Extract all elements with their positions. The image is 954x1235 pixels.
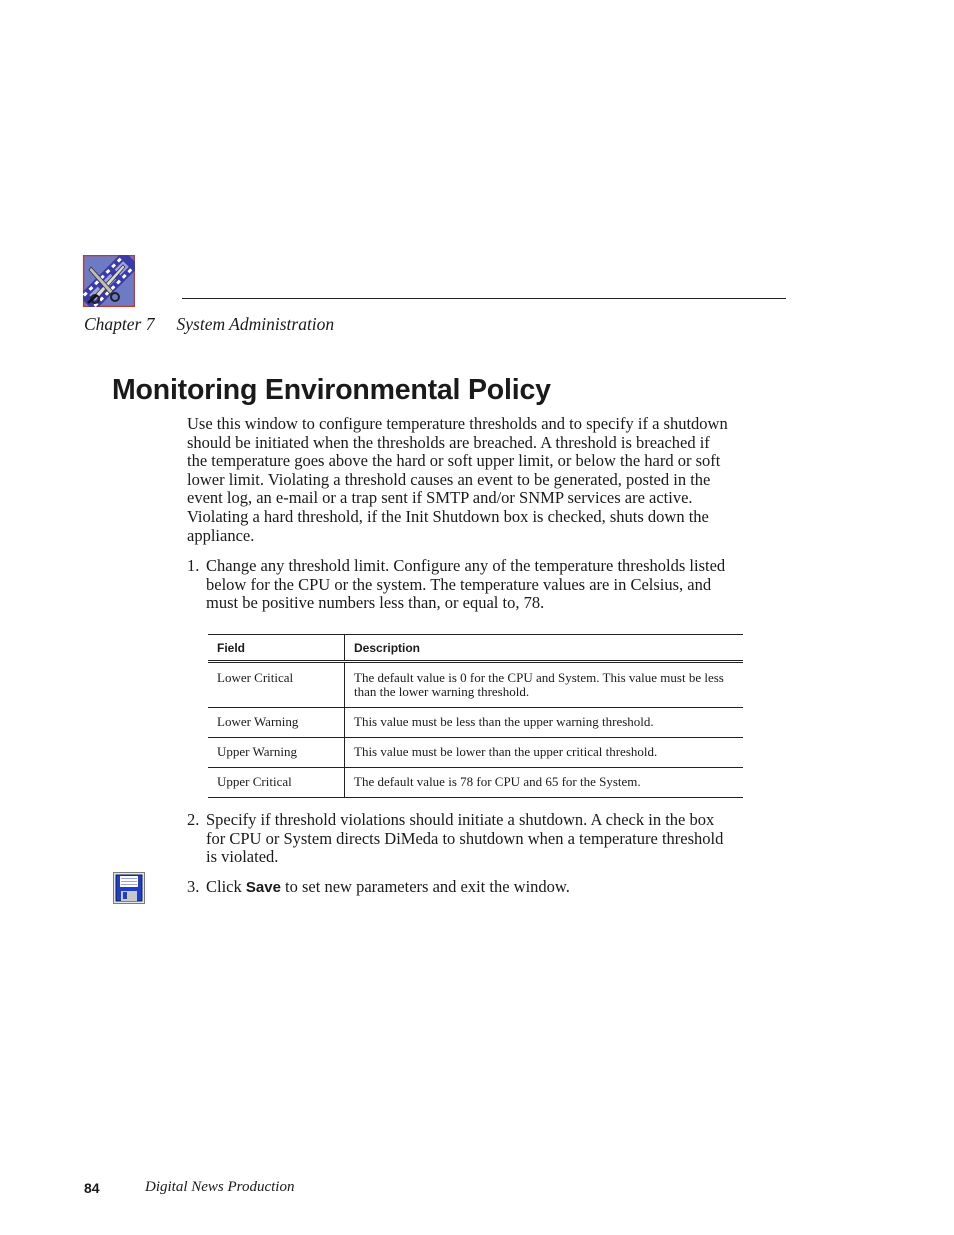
step-text-prefix: Click — [206, 877, 246, 896]
footer-publication-title: Digital News Production — [145, 1179, 295, 1195]
page-number: 84 — [84, 1180, 100, 1196]
intro-paragraph: Use this window to configure temperature thresholds and to specify if a shutdown should be initiated when the thresholds are breached. A threshold is breached if the temperature goes above the hard or soft upper limit, or below the hard or soft lower limit. Violating a threshold causes an event to be generated, posted in the event log, an e-mail or a trap sent if SMTP and/or SNMP services are active. Violating a hard threshold, if the Init Shutdown box is checked, shuts down the appliance. — [187, 414, 728, 545]
step-text: Specify if threshold violations should initiate a shutdown. A check in the box for CPU or System directs DiMeda to shutdown when a temperature threshold is violated. — [206, 810, 724, 867]
threshold-table — [208, 634, 743, 798]
table-header-row — [208, 635, 743, 662]
description-cell: This value must be lower than the upper critical threshold. — [345, 738, 744, 768]
header-rule — [182, 298, 786, 299]
field-cell: Upper Warning — [208, 738, 345, 768]
description-cell: The default value is 78 for CPU and 65 for the System. — [345, 768, 744, 798]
table-row — [208, 738, 743, 768]
description-cell: The default value is 0 for the CPU and System. This value must be less than the lower warning threshold. — [354, 670, 724, 699]
step-text: Change any threshold limit. Configure any of the temperature thresholds listed below for the CPU or the system. The temperature values are in Celsius, and must be positive numbers less than, or equal to, 78. — [206, 556, 726, 613]
chapter-section: System Administration — [176, 314, 335, 334]
save-disk-icon — [113, 872, 145, 904]
field-cell: Upper Critical — [208, 768, 345, 798]
step-number: 2. — [187, 810, 200, 829]
table-row — [208, 768, 743, 798]
step-number: 3. — [187, 877, 200, 896]
step-1 — [187, 557, 732, 613]
table-row — [208, 708, 743, 738]
save-term: Save — [245, 879, 281, 896]
description-cell: This value must be less than the upper warning threshold. — [345, 708, 744, 738]
column-header-description: Description — [345, 635, 744, 662]
step-text-suffix: to set new parameters and exit the window. — [280, 877, 570, 896]
film-scissors-logo — [83, 255, 135, 307]
column-header-field: Field — [208, 635, 345, 662]
step-3 — [187, 878, 732, 898]
field-cell: Lower Warning — [208, 708, 345, 738]
step-number: 1. — [187, 556, 200, 575]
step-2 — [187, 811, 732, 867]
field-cell: Lower Critical — [208, 662, 345, 708]
running-header — [84, 314, 334, 335]
table-row — [208, 662, 743, 708]
chapter-number: Chapter 7 — [84, 314, 155, 334]
page-title: Monitoring Environmental Policy — [112, 374, 551, 406]
